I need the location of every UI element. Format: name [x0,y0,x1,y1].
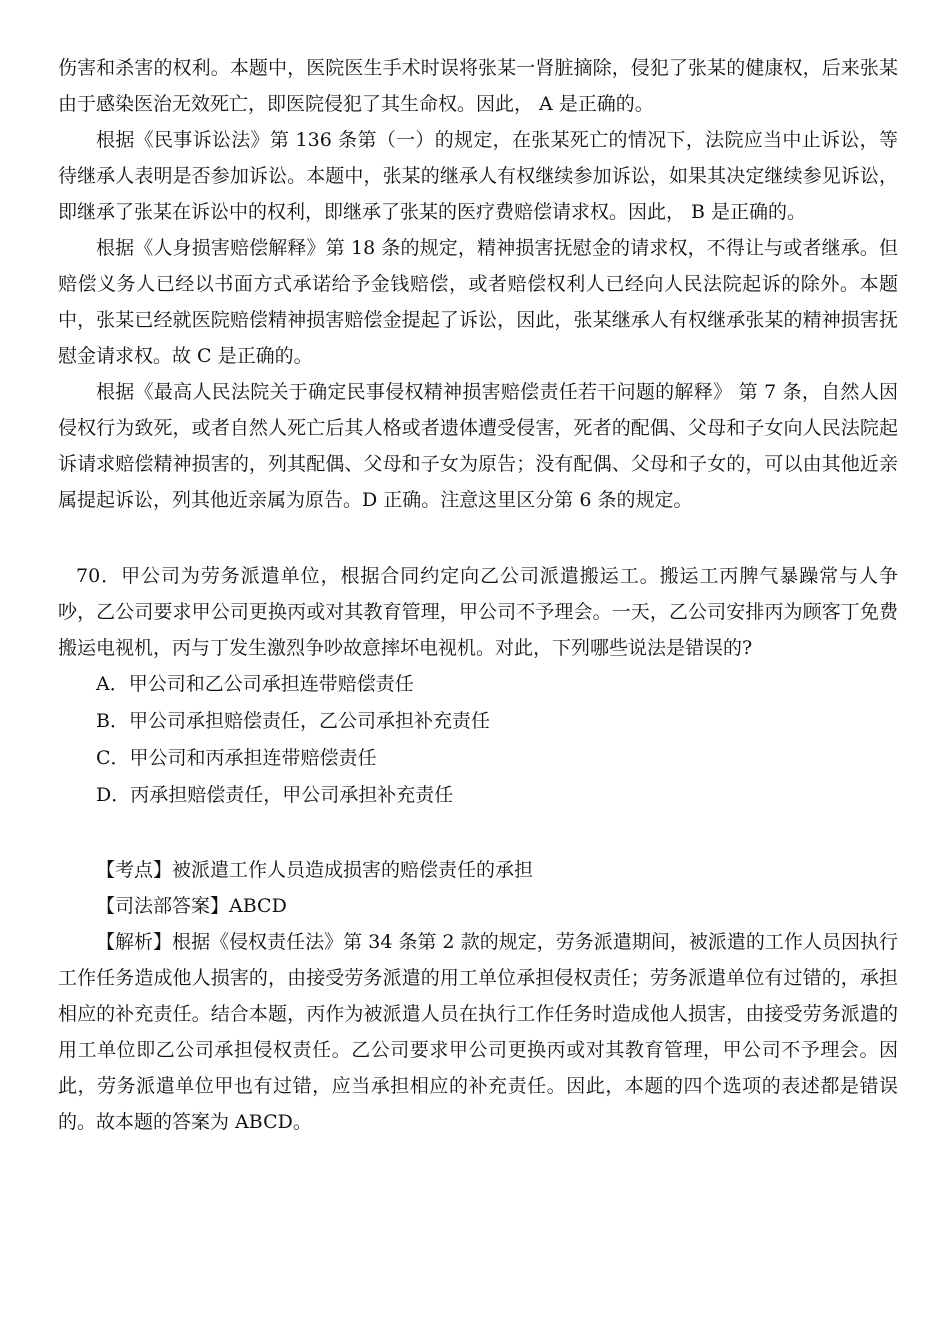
option-c: C．甲公司和丙承担连带赔偿责任 [96,747,377,769]
spacer [58,814,898,852]
option-b: B．甲公司承担赔偿责任，乙公司承担补充责任 [96,710,490,732]
paragraph-continuation: 伤害和杀害的权利。本题中，医院医生手术时误将张某一肾脏摘除，侵犯了张某的健康权，后来张某由于感染医治无效死亡，即医院侵犯了其生命权。因此， A 是正确的。 [58,57,898,115]
official-answer: 【司法部答案】ABCD [96,895,287,917]
option-a: A．甲公司和乙公司承担连带赔偿责任 [96,673,414,695]
spacer [58,518,898,558]
paragraph-personal-injury: 根据《人身损害赔偿解释》第 18 条的规定，精神损害抚慰金的请求权，不得让与或者继承。但赔偿义务人已经以书面方式承诺给予金钱赔偿，或者赔偿权利人已经向人民法院起诉的除外。本题中，张某已经就医院赔偿精神损害赔偿金提起了诉讼，因此，张某继承人有权继承张某的精神损害抚慰金请求权。故 C 是正确的。 [58,237,898,367]
analysis: 【解析】根据《侵权责任法》第 34 条第 2 款的规定，劳务派遣期间，被派遣的工作人员因执行工作任务造成他人损害的，由接受劳务派遣的用工单位承担侵权责任；劳务派遣单位有过错的，承担相应的补充责任。结合本题，丙作为被派遣人员在执行工作任务时造成他人损害，由接受劳务派遣的用工单位即乙公司承担侵权责任。乙公司要求甲公司更换丙或对其教育管理，甲公司不予理会。因此，劳务派遣单位甲也有过错，应当承担相应的补充责任。因此，本题的四个选项的表述都是错误的。故本题的答案为 ABCD。 [58,931,898,1133]
option-d: D．丙承担赔偿责任，甲公司承担补充责任 [96,784,454,806]
paragraph-civil-procedure: 根据《民事诉讼法》第 136 条第（一）的规定，在张某死亡的情况下，法院应当中止诉讼，等待继承人表明是否参加诉讼。本题中，张某的继承人有权继续参加诉讼，如果其决定继续参见诉讼，即继承了张某在诉讼中的权利，即继承了张某的医疗费赔偿请求权。因此， B 是正确的。 [58,129,898,223]
question-stem: 70．甲公司为劳务派遣单位，根据合同约定向乙公司派遣搬运工。搬运工丙脾气暴躁常与人争吵，乙公司要求甲公司更换丙或对其教育管理，甲公司不予理会。一天，乙公司安排丙为顾客丁免费搬运电视机，丙与丁发生激烈争吵故意摔坏电视机。对此，下列哪些说法是错误的? [58,565,898,659]
key-point: 【考点】被派遣工作人员造成损害的赔偿责任的承担 [96,859,534,881]
paragraph-spiritual-damages: 根据《最高人民法院关于确定民事侵权精神损害赔偿责任若干问题的解释》 第 7 条，自然人因侵权行为致死，或者自然人死亡后其人格或者遗体遭受侵害，死者的配偶、父母和子女向人民法院起诉请求赔偿精神损害的，列其配偶、父母和子女为原告；没有配偶、父母和子女的，可以由其他近亲属提起诉讼，列其他近亲属为原告。D 正确。注意这里区分第 6 条的规定。 [58,381,898,511]
document-page [58,50,898,1140]
